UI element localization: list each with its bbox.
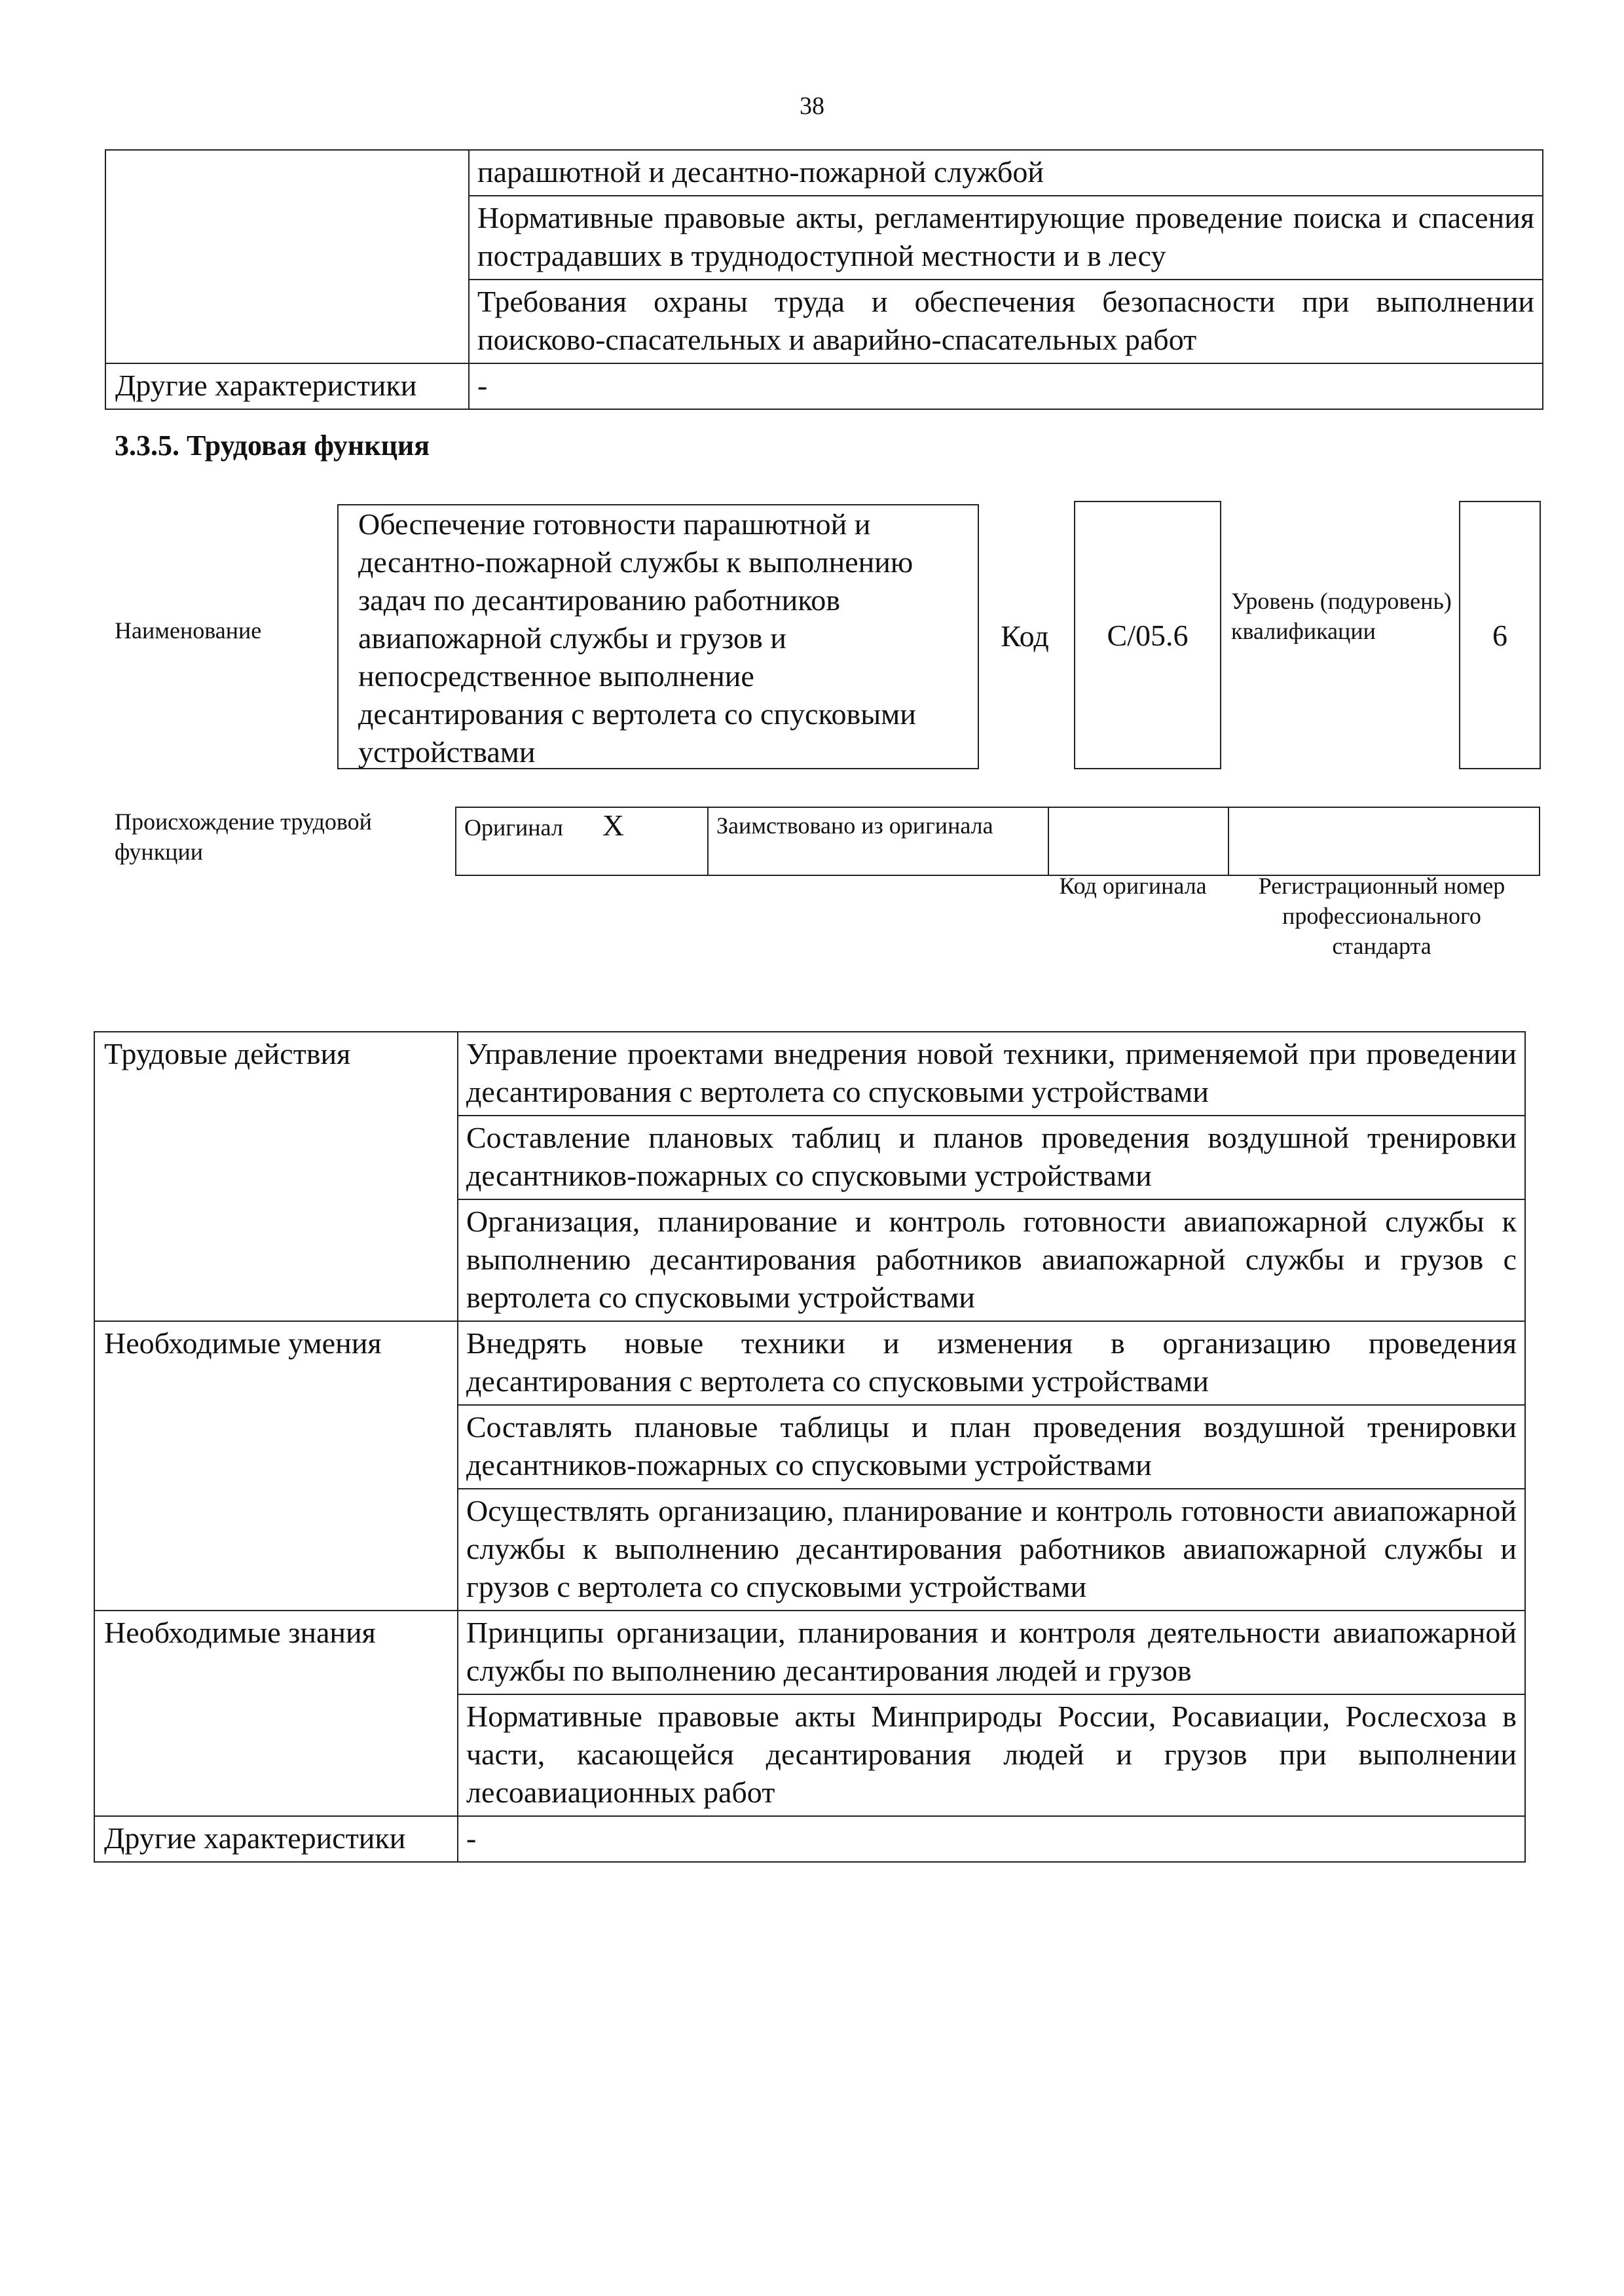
table-cell: Управление проектами внедрения новой техники, применяемой при проведении десантирования с вертолета со спусковыми устройствами	[458, 1032, 1525, 1116]
row-label: Необходимые знания	[94, 1611, 458, 1816]
table-row	[105, 150, 1543, 196]
origin-table	[455, 807, 1540, 876]
name-label: Наименование	[115, 617, 262, 644]
reg-number-cell	[1228, 807, 1540, 875]
table-cell: Нормативные правовые акты, регламентирующие проведение поиска и спасения пострадавших в труднодоступной местности и в лесу	[469, 196, 1543, 280]
function-code-box	[1074, 501, 1221, 769]
row-label: Другие характеристики	[105, 363, 469, 409]
level-label: Уровень (подуровень) квалификации	[1231, 588, 1452, 644]
row-label	[105, 150, 469, 363]
row-label: Трудовые действия	[94, 1032, 458, 1321]
borrowed-label: Заимствовано из оригинала	[708, 807, 1048, 875]
table-cell: Составлять плановые таблицы и план проведения воздушной тренировки десантников-пожарных со спусковыми устройствами	[458, 1405, 1525, 1489]
table-cell: Принципы организации, планирования и контроля деятельности авиапожарной службы по выполнению десантирования людей и грузов	[458, 1611, 1525, 1694]
origin-label: Происхождение трудовой функции	[115, 809, 372, 865]
table-cell: Составление плановых таблиц и планов проведения воздушной тренировки десантников-пожарных со спусковыми устройствами	[458, 1116, 1525, 1199]
function-code-value: C/05.6	[1107, 618, 1189, 652]
origin-original-cell	[456, 807, 708, 875]
original-label: Оригинал	[464, 814, 563, 841]
code-original-cell	[1048, 807, 1228, 875]
top-characteristics-table	[105, 149, 1543, 410]
table-row	[94, 1816, 1525, 1862]
table-row	[94, 1032, 1525, 1116]
table-cell: -	[458, 1816, 1525, 1862]
row-label: Другие характеристики	[94, 1816, 458, 1862]
code-original-caption: Код оригинала	[1059, 873, 1207, 899]
section-heading: 3.3.5. Трудовая функция	[115, 429, 430, 462]
level-value: 6	[1492, 618, 1507, 652]
row-label: Необходимые умения	[94, 1321, 458, 1611]
reg-number-caption: Регистрационный номер профессионального стандарта	[1258, 873, 1505, 959]
table-cell: Внедрять новые техники и изменения в организацию проведения десантирования с вертолета со спусковыми устройствами	[458, 1321, 1525, 1405]
labor-function-table	[94, 1031, 1526, 1863]
table-row	[105, 363, 1543, 409]
table-cell: Требования охраны труда и обеспечения безопасности при выполнении поисково-спасательных и аварийно-спасательных работ	[469, 280, 1543, 363]
table-row	[94, 1611, 1525, 1694]
function-name-box: Обеспечение готовности парашютной и десантно-пожарной службы к выполнению задач по десантированию работников авиапожарной службы и грузов и непосредственное выполнение десантирования с вертолета со спусковыми устройствами	[337, 504, 979, 769]
original-mark: X	[602, 809, 625, 842]
table-row	[456, 807, 1540, 875]
code-label: Код	[1001, 619, 1049, 653]
table-cell: Организация, планирование и контроль готовности авиапожарной службы к выполнению десантирования работников авиапожарной службы и грузов с вертолета со спусковыми устройствами	[458, 1199, 1525, 1321]
table-cell: Нормативные правовые акты Минприроды России, Росавиации, Рослесхоза в части, касающейся десантирования людей и грузов при выполнении лесоавиационных работ	[458, 1694, 1525, 1816]
table-row	[94, 1321, 1525, 1405]
table-cell: Осуществлять организацию, планирование и контроль готовности авиапожарной службы к выполнению десантирования работников авиапожарной службы и грузов с вертолета со спусковыми устройствами	[458, 1489, 1525, 1611]
table-cell: парашютной и десантно-пожарной службой	[469, 150, 1543, 196]
level-box	[1459, 501, 1541, 769]
table-cell: -	[469, 363, 1543, 409]
page-number: 38	[800, 92, 824, 120]
